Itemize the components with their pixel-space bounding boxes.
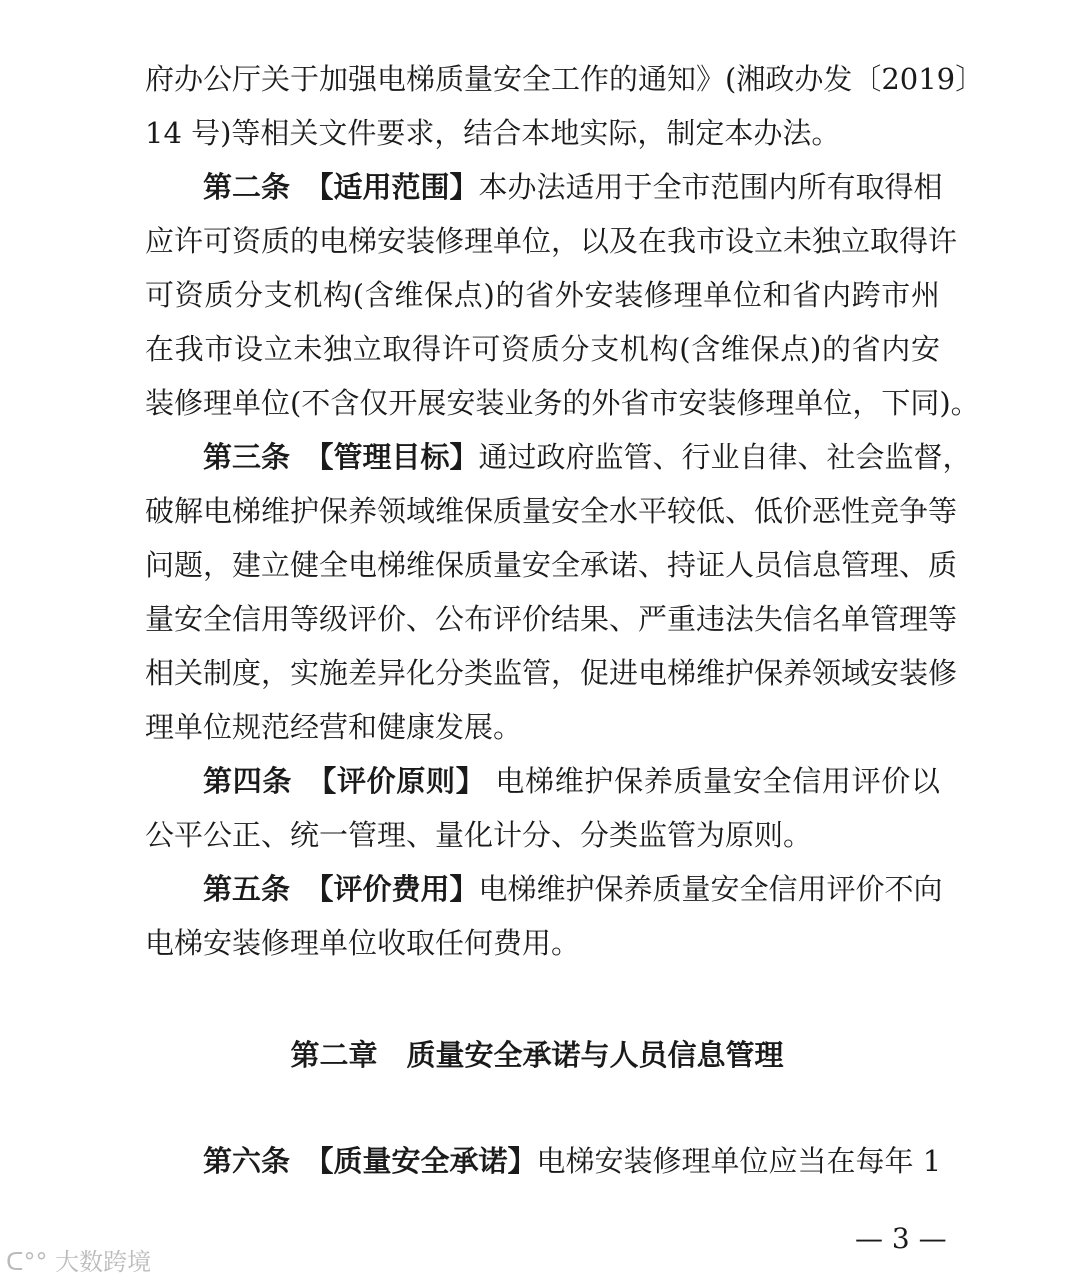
watermark-logo: ᑕ°° 大数跨境 <box>6 1248 152 1276</box>
line-text: 电梯维护保养质量安全信用评价不向 <box>478 872 943 906</box>
text-line <box>145 332 940 366</box>
line-text: 14 号)等相关文件要求，结合本地实际，制定本办法。 <box>145 116 841 150</box>
text-line <box>145 494 958 528</box>
line-text: 电梯维护保养质量安全信用评价以 <box>485 764 940 798</box>
text-line <box>145 818 940 852</box>
line-text: 在我市设立未独立取得许可资质分支机构(含维保点)的省内安 <box>145 332 940 366</box>
line-text: 电梯安装修理单位收取任何费用。 <box>145 926 581 960</box>
text-line <box>145 170 943 204</box>
page-number: — 3 — <box>855 1222 947 1255</box>
line-text: 可资质分支机构(含维保点)的省外安装修理单位和省内跨市州 <box>145 278 940 312</box>
line-text: 破解电梯维护保养领域维保质量安全水平较低、低价恶性竞争等 <box>145 494 958 528</box>
text-line <box>145 386 980 420</box>
line-text: 通过政府监管、行业自律、社会监督， <box>478 440 972 474</box>
text-line <box>145 1144 940 1178</box>
line-text: 本办法适用于全市范围内所有取得相 <box>478 170 943 204</box>
article-label: 第三条 【管理目标】 <box>203 440 479 474</box>
text-line <box>145 116 940 150</box>
text-line <box>145 440 972 474</box>
text-line <box>145 548 958 582</box>
text-line <box>145 764 940 798</box>
line-text: 公平公正、统一管理、量化计分、分类监管为原则。 <box>145 818 813 852</box>
article-label: 第六条 【质量安全承诺】 <box>203 1144 537 1178</box>
text-line <box>145 656 958 690</box>
line-text: 电梯安装修理单位应当在每年 1 <box>536 1144 942 1178</box>
line-text: 问题，建立健全电梯维保质量安全承诺、持证人员信息管理、质 <box>145 548 958 582</box>
line-text: 量安全信用等级评价、公布评价结果、严重违法失信名单管理等 <box>145 602 958 636</box>
line-text: 理单位规范经营和健康发展。 <box>145 710 523 744</box>
article-label: 第二条 【适用范围】 <box>203 170 479 204</box>
article-label: 第四条 【评价原则】 <box>203 764 486 798</box>
line-text: 应许可资质的电梯安装修理单位，以及在我市设立未独立取得许 <box>145 224 958 258</box>
article-label: 第五条 【评价费用】 <box>203 872 479 906</box>
text-line <box>145 710 940 744</box>
text-line <box>145 278 940 312</box>
line-text: 相关制度，实施差异化分类监管，促进电梯维护保养领域安装修 <box>145 656 958 690</box>
line-text: 府办公厅关于加强电梯质量安全工作的通知》(湘政办发〔2019〕 <box>145 62 985 96</box>
line-text: 装修理单位(不含仅开展安装业务的外省市安装修理单位，下同)。 <box>145 386 980 420</box>
text-line <box>145 62 985 96</box>
text-line <box>145 224 958 258</box>
text-line <box>145 602 958 636</box>
text-line <box>145 872 943 906</box>
chapter-heading: 第二章 质量安全承诺与人员信息管理 <box>290 1038 784 1072</box>
text-line <box>145 926 940 960</box>
